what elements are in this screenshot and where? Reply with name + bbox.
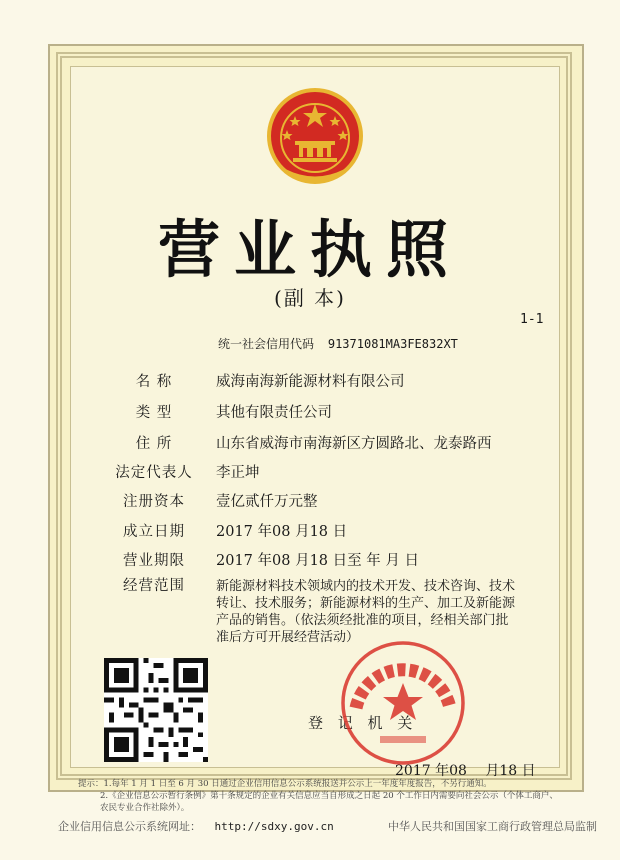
notice-line: 提示：1.每年 1 月 1 日至 6 月 30 日通过企业信用信息公示系统报送并公示上一年度年度报告，不另行通知。 <box>78 779 492 789</box>
field-value: 2017 年08 月18 日 <box>216 524 348 540</box>
credit-code-value: 91371081MA3FE832XT <box>327 337 458 351</box>
registration-authority: 登 记 机 关 <box>308 714 418 732</box>
footer-website <box>58 818 334 834</box>
credit-code-label: 统一社会信用代码 <box>218 337 315 351</box>
national-emblem-icon <box>265 86 365 186</box>
field-value: 山东省威海市南海新区方圆路北、龙泰路西 <box>216 436 492 452</box>
footer-website-label: 企业信用信息公示系统网址： <box>58 820 201 833</box>
issue-date <box>395 760 536 780</box>
field-label: 名 称 <box>135 374 173 390</box>
field-label: 住 所 <box>135 436 173 452</box>
license-title: 营业执照 <box>157 213 462 286</box>
copy-number: 1-1 <box>520 312 544 327</box>
qr-code-icon <box>104 658 208 762</box>
issue-day: 18 <box>499 763 518 779</box>
issue-year: 2017 <box>395 763 431 779</box>
issue-month-suffix: 月 <box>485 763 500 779</box>
issue-day-suffix: 日 <box>521 763 536 779</box>
issue-month: 08 <box>449 763 467 779</box>
credit-code-line <box>218 335 458 352</box>
notice-line: 2.《企业信息公示暂行条例》第十条规定的企业有关信息应当自形成之日起 20 个工作日内需要向社会公示（个体工商户、农民专业合作社除外）。 <box>100 791 558 813</box>
field-value: 李正坤 <box>216 465 260 481</box>
field-value: 新能源材料技术领域内的技术开发、技术咨询、技术转让、技术服务；新能源材料的生产、加工及新能源产品的销售。（依法须经批准的项目，经相关部门批准后方可开展经营活动） <box>216 579 516 645</box>
field-value: 壹亿贰仟万元整 <box>216 494 318 510</box>
field-value: 威海南海新能源材料有限公司 <box>216 374 405 390</box>
field-label: 注册资本 <box>123 494 185 510</box>
field-label: 类 型 <box>135 405 173 421</box>
field-value: 其他有限责任公司 <box>216 405 332 421</box>
footer-issuer: 中华人民共和国国家工商行政管理总局监制 <box>388 820 597 833</box>
license-subtitle: (副 本) <box>274 286 346 310</box>
field-label: 营业期限 <box>123 553 185 569</box>
field-label: 经营范围 <box>123 578 185 594</box>
field-value: 2017 年08 月18 日至 年 月 日 <box>216 553 419 569</box>
footer-website-url[interactable]: http://sdxy.gov.cn <box>214 820 334 833</box>
notice-text <box>78 778 558 814</box>
official-seal-icon <box>338 638 468 768</box>
issue-year-suffix: 年 <box>435 763 450 779</box>
field-label: 成立日期 <box>123 524 185 540</box>
field-label: 法定代表人 <box>115 465 193 481</box>
